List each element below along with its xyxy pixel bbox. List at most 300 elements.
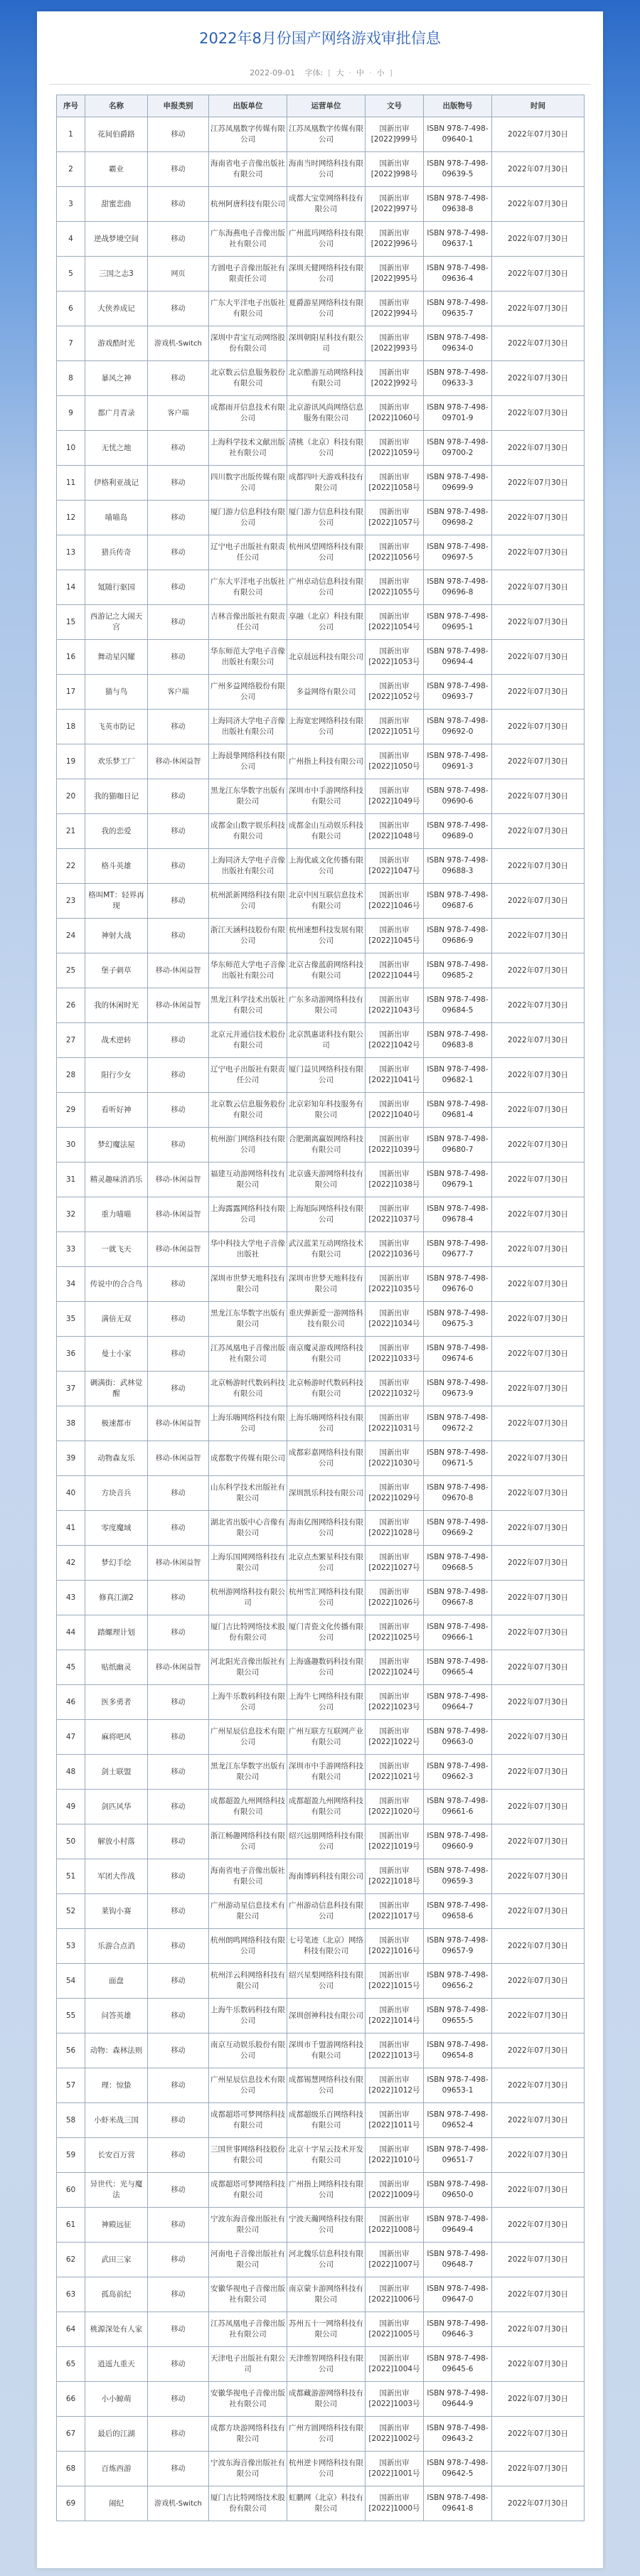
isbn: ISBN 978-7-498-09679-1 bbox=[424, 1163, 492, 1197]
operator: 成都超级乐百网络科技有限公司 bbox=[287, 2103, 366, 2138]
publisher: 上海乐国网网络科技有限公司 bbox=[209, 1546, 287, 1581]
category: 移动 bbox=[148, 1302, 209, 1337]
category: 移动 bbox=[148, 2452, 209, 2486]
isbn: ISBN 978-7-498-09696-8 bbox=[424, 570, 492, 605]
operator: 广州指上网络科技有限公司 bbox=[287, 2173, 366, 2208]
row-index: 8 bbox=[57, 361, 85, 396]
row-index: 14 bbox=[57, 570, 85, 605]
publisher: 海南省电子音像出版社有限公司 bbox=[209, 1859, 287, 1894]
operator: 广州方圆网络科技有限公司 bbox=[287, 2417, 366, 2452]
header-operator: 运营单位 bbox=[287, 95, 366, 117]
operator: 江苏凤凰数字传媒有限公司 bbox=[287, 117, 366, 152]
publisher: 成都金山数字娱乐科技有限公司 bbox=[209, 814, 287, 849]
row-index: 20 bbox=[57, 779, 85, 814]
row-index: 52 bbox=[57, 1894, 85, 1929]
game-name: 战术逆转 bbox=[85, 1023, 148, 1058]
category: 移动 bbox=[148, 187, 209, 222]
row-index: 35 bbox=[57, 1302, 85, 1337]
approval-number: 国新出审[2022]1053号 bbox=[366, 640, 424, 675]
table-row bbox=[57, 1999, 585, 2033]
table-row bbox=[57, 1824, 585, 1859]
isbn: ISBN 978-7-498-09661-6 bbox=[424, 1790, 492, 1824]
game-name: 方块音兵 bbox=[85, 1476, 148, 1511]
operator: 杭州逆卡网络科技有限公司 bbox=[287, 2452, 366, 2486]
isbn: ISBN 978-7-498-09677-7 bbox=[424, 1232, 492, 1267]
category: 移动 bbox=[148, 361, 209, 396]
table-row bbox=[57, 1058, 585, 1093]
operator: 广州指上科技有限公司 bbox=[287, 744, 366, 779]
header-approval-no: 文号 bbox=[366, 95, 424, 117]
category: 移动 bbox=[148, 2103, 209, 2138]
approval-number: 国新出审[2022]1013号 bbox=[366, 2033, 424, 2068]
approval-number: 国新出审[2022]1003号 bbox=[366, 2382, 424, 2417]
table-row bbox=[57, 1720, 585, 1755]
approval-number: 国新出审[2022]1016号 bbox=[366, 1929, 424, 1964]
operator: 广州卓动信息科技有限公司 bbox=[287, 570, 366, 605]
operator: 海南亿图网络科技有限公司 bbox=[287, 1511, 366, 1546]
game-name: 踏螺理计划 bbox=[85, 1615, 148, 1650]
table-row bbox=[57, 1441, 585, 1476]
approval-date: 2022年07月30日 bbox=[492, 2382, 585, 2417]
approval-date: 2022年07月30日 bbox=[492, 779, 585, 814]
category: 移动 bbox=[148, 2417, 209, 2452]
approval-number: 国新出审[2022]1030号 bbox=[366, 1441, 424, 1476]
publisher: 方圆电子音像出版社有限责任公司 bbox=[209, 257, 287, 292]
table-row bbox=[57, 1267, 585, 1302]
row-index: 45 bbox=[57, 1650, 85, 1685]
publisher: 厦门吉比特网络技术股份有限公司 bbox=[209, 2486, 287, 2521]
operator: 北京古像蓝蔚网络科技有限公司 bbox=[287, 953, 366, 988]
category: 客户端 bbox=[148, 396, 209, 431]
approval-number: 国新出审[2022]1034号 bbox=[366, 1302, 424, 1337]
publisher: 江苏凤凰电子音像出版社有限公司 bbox=[209, 1337, 287, 1372]
category: 移动 bbox=[148, 2277, 209, 2312]
approval-number: 国新出审[2022]1025号 bbox=[366, 1615, 424, 1650]
approval-date: 2022年07月30日 bbox=[492, 1964, 585, 1999]
operator: 深圳朝阳星科技有限公司 bbox=[287, 326, 366, 361]
approval-number: 国新出审[2022]1002号 bbox=[366, 2417, 424, 2452]
isbn: ISBN 978-7-498-09680-7 bbox=[424, 1128, 492, 1163]
approval-date: 2022年07月30日 bbox=[492, 814, 585, 849]
row-index: 69 bbox=[57, 2486, 85, 2521]
row-index: 17 bbox=[57, 675, 85, 710]
publisher: 浙江天涵科技股份有限公司 bbox=[209, 919, 287, 953]
operator: 重庆弹新爱一游网络科技有限公司 bbox=[287, 1302, 366, 1337]
approval-date: 2022年07月30日 bbox=[492, 1929, 585, 1964]
header-name: 名称 bbox=[85, 95, 148, 117]
publisher: 广州星辰信息技术有限公司 bbox=[209, 2068, 287, 2103]
row-index: 4 bbox=[57, 222, 85, 257]
table-row bbox=[57, 675, 585, 710]
table-row bbox=[57, 2417, 585, 2452]
isbn: ISBN 978-7-498-09664-7 bbox=[424, 1685, 492, 1720]
category: 移动 bbox=[148, 1023, 209, 1058]
game-name: 异世代：光与魔法 bbox=[85, 2173, 148, 2208]
approval-date: 2022年07月30日 bbox=[492, 1128, 585, 1163]
row-index: 3 bbox=[57, 187, 85, 222]
table-row bbox=[57, 466, 585, 501]
operator: 武汉蓝茉互动网络技术有限公司 bbox=[287, 1232, 366, 1267]
isbn: ISBN 978-7-498-09639-5 bbox=[424, 152, 492, 187]
approval-number: 国新出审[2022]1048号 bbox=[366, 814, 424, 849]
category: 移动 bbox=[148, 2173, 209, 2208]
table-row bbox=[57, 396, 585, 431]
operator: 深圳市千盟游网络科技有限公司 bbox=[287, 2033, 366, 2068]
operator: 北京凯惠诺科技有限公司 bbox=[287, 1023, 366, 1058]
publisher: 成都超塔可梦网络科技有限公司 bbox=[209, 2173, 287, 2208]
isbn: ISBN 978-7-498-09668-5 bbox=[424, 1546, 492, 1581]
approval-date: 2022年07月30日 bbox=[492, 1999, 585, 2033]
approval-date: 2022年07月30日 bbox=[492, 396, 585, 431]
publisher: 黑龙江东华数字出版有限公司 bbox=[209, 1302, 287, 1337]
approval-date: 2022年07月30日 bbox=[492, 2068, 585, 2103]
publisher: 南京互动娱乐股份有限公司 bbox=[209, 2033, 287, 2068]
isbn: ISBN 978-7-498-09698-2 bbox=[424, 501, 492, 535]
header-publisher: 出版单位 bbox=[209, 95, 287, 117]
game-name: 莱钩小赛 bbox=[85, 1894, 148, 1929]
row-index: 62 bbox=[57, 2243, 85, 2277]
publisher: 上海露露网络科技有限公司 bbox=[209, 1197, 287, 1232]
game-name: 碉满街：武林觉醒 bbox=[85, 1372, 148, 1406]
game-name: 花间伯爵路 bbox=[85, 117, 148, 152]
isbn: ISBN 978-7-498-09673-9 bbox=[424, 1372, 492, 1406]
game-name: 贴纸幽灵 bbox=[85, 1650, 148, 1685]
operator: 成都藏游游网络科技有限公司 bbox=[287, 2382, 366, 2417]
row-index: 61 bbox=[57, 2208, 85, 2243]
isbn: ISBN 978-7-498-09674-6 bbox=[424, 1337, 492, 1372]
font-size-label: 字体: bbox=[304, 68, 324, 78]
approval-number: 国新出审[2022]1042号 bbox=[366, 1023, 424, 1058]
publisher: 杭州派新网络科技有限公司 bbox=[209, 884, 287, 919]
game-name: 看听好神 bbox=[85, 1093, 148, 1128]
game-name: 一就飞天 bbox=[85, 1232, 148, 1267]
row-index: 2 bbox=[57, 152, 85, 187]
approval-date: 2022年07月30日 bbox=[492, 2347, 585, 2382]
isbn: ISBN 978-7-498-09689-0 bbox=[424, 814, 492, 849]
approval-date: 2022年07月30日 bbox=[492, 1476, 585, 1511]
game-name: 阳行少女 bbox=[85, 1058, 148, 1093]
row-index: 55 bbox=[57, 1999, 85, 2033]
approval-number: 国新出审[2022]1011号 bbox=[366, 2103, 424, 2138]
game-name: 百炼西游 bbox=[85, 2452, 148, 2486]
approval-number: 国新出审[2022]1046号 bbox=[366, 884, 424, 919]
operator: 清桃（北京）科技有限公司 bbox=[287, 431, 366, 466]
game-name: 重力喵喵 bbox=[85, 1197, 148, 1232]
game-name: 飞英市防记 bbox=[85, 710, 148, 744]
game-name: 我的猫咖日记 bbox=[85, 779, 148, 814]
table-row bbox=[57, 1197, 585, 1232]
publisher: 北京元并通信技术股份有限公司 bbox=[209, 1023, 287, 1058]
approval-number: 国新出审[2022]1047号 bbox=[366, 849, 424, 884]
approval-number: 国新出审[2022]1009号 bbox=[366, 2173, 424, 2208]
row-index: 37 bbox=[57, 1372, 85, 1406]
row-index: 63 bbox=[57, 2277, 85, 2312]
operator: 成都大宝堂网络科技有限公司 bbox=[287, 187, 366, 222]
approval-number: 国新出审[2022]1008号 bbox=[366, 2208, 424, 2243]
font-size-large[interactable]: 大 bbox=[336, 68, 344, 78]
table-row bbox=[57, 2208, 585, 2243]
row-index: 25 bbox=[57, 953, 85, 988]
font-size-medium[interactable]: 中 bbox=[356, 68, 365, 78]
font-size-small[interactable]: 小 bbox=[376, 68, 385, 78]
approval-table bbox=[56, 95, 585, 2521]
game-name: 理：惊蛰 bbox=[85, 2068, 148, 2103]
game-name: 无忧之地 bbox=[85, 431, 148, 466]
table-row bbox=[57, 1859, 585, 1894]
category: 移动-休闲益智 bbox=[148, 1546, 209, 1581]
isbn: ISBN 978-7-498-09653-1 bbox=[424, 2068, 492, 2103]
approval-number: 国新出审[2022]1017号 bbox=[366, 1894, 424, 1929]
approval-number: 国新出审[2022]1057号 bbox=[366, 501, 424, 535]
row-index: 16 bbox=[57, 640, 85, 675]
publisher: 河北阳光音像出版社有限公司 bbox=[209, 1650, 287, 1685]
category: 移动 bbox=[148, 2382, 209, 2417]
operator: 多益网络有限公司 bbox=[287, 675, 366, 710]
publisher: 杭州朗鸣网络科技有限公司 bbox=[209, 1929, 287, 1964]
approval-number: 国新出审[2022]1050号 bbox=[366, 744, 424, 779]
row-index: 27 bbox=[57, 1023, 85, 1058]
table-row bbox=[57, 1302, 585, 1337]
game-name: 零度魔域 bbox=[85, 1511, 148, 1546]
isbn: ISBN 978-7-498-09690-6 bbox=[424, 779, 492, 814]
publisher: 辽宁电子出版社有限责任公司 bbox=[209, 1058, 287, 1093]
approval-date: 2022年07月30日 bbox=[492, 1511, 585, 1546]
approval-number: 国新出审[2022]1036号 bbox=[366, 1232, 424, 1267]
game-name: 动物：森林法则 bbox=[85, 2033, 148, 2068]
table-row bbox=[57, 2033, 585, 2068]
approval-number: 国新出审[2022]1060号 bbox=[366, 396, 424, 431]
category: 移动 bbox=[148, 1093, 209, 1128]
isbn: ISBN 978-7-498-09646-3 bbox=[424, 2312, 492, 2347]
approval-date: 2022年07月30日 bbox=[492, 535, 585, 570]
category: 移动 bbox=[148, 1964, 209, 1999]
operator: 北京游讯风尚网络信息服务有限公司 bbox=[287, 396, 366, 431]
approval-date: 2022年07月30日 bbox=[492, 1720, 585, 1755]
approval-date: 2022年07月30日 bbox=[492, 2486, 585, 2521]
approval-number: 国新出审[2022]994号 bbox=[366, 292, 424, 326]
approval-date: 2022年07月30日 bbox=[492, 257, 585, 292]
approval-date: 2022年07月30日 bbox=[492, 1685, 585, 1720]
category: 移动 bbox=[148, 2208, 209, 2243]
approval-number: 国新出审[2022]995号 bbox=[366, 257, 424, 292]
row-index: 6 bbox=[57, 292, 85, 326]
operator: 北京酷游互动网络科技有限公司 bbox=[287, 361, 366, 396]
row-index: 50 bbox=[57, 1824, 85, 1859]
approval-date: 2022年07月30日 bbox=[492, 466, 585, 501]
table-row bbox=[57, 605, 585, 640]
publisher: 浙江畅趣网络科技有限公司 bbox=[209, 1824, 287, 1859]
game-name: 游戏酷时光 bbox=[85, 326, 148, 361]
approval-date: 2022年07月30日 bbox=[492, 1023, 585, 1058]
operator: 海南博码科技有限公司 bbox=[287, 1859, 366, 1894]
category: 移动 bbox=[148, 1615, 209, 1650]
approval-date: 2022年07月30日 bbox=[492, 1337, 585, 1372]
game-name: 暴风之神 bbox=[85, 361, 148, 396]
row-index: 64 bbox=[57, 2312, 85, 2347]
operator: 成都彩嘉网络科技有限公司 bbox=[287, 1441, 366, 1476]
isbn: ISBN 978-7-498-09665-4 bbox=[424, 1650, 492, 1685]
isbn: ISBN 978-7-498-09669-2 bbox=[424, 1511, 492, 1546]
approval-number: 国新出审[2022]1026号 bbox=[366, 1581, 424, 1615]
operator: 宁波天瀚网络科技有限公司 bbox=[287, 2208, 366, 2243]
publisher: 杭州游门网络科技有限公司 bbox=[209, 1128, 287, 1163]
category: 移动 bbox=[148, 1824, 209, 1859]
publisher: 杭州游网络科技有限公司 bbox=[209, 1581, 287, 1615]
row-index: 1 bbox=[57, 117, 85, 152]
approval-number: 国新出审[2022]1023号 bbox=[366, 1685, 424, 1720]
game-name: 孤岛前纪 bbox=[85, 2277, 148, 2312]
isbn: ISBN 978-7-498-09655-5 bbox=[424, 1999, 492, 2033]
approval-date: 2022年07月30日 bbox=[492, 1546, 585, 1581]
isbn: ISBN 978-7-498-09640-1 bbox=[424, 117, 492, 152]
operator: 虹鹏网（北京）科技有限公司 bbox=[287, 2486, 366, 2521]
row-index: 7 bbox=[57, 326, 85, 361]
publisher: 广州多益网络股份有限公司 bbox=[209, 675, 287, 710]
publisher: 吉林音像出版社有限责任公司 bbox=[209, 605, 287, 640]
approval-date: 2022年07月30日 bbox=[492, 1650, 585, 1685]
approval-number: 国新出审[2022]1004号 bbox=[366, 2347, 424, 2382]
operator: 绍兴星梨网络科技有限公司 bbox=[287, 1964, 366, 1999]
approval-date: 2022年07月30日 bbox=[492, 2243, 585, 2277]
isbn: ISBN 978-7-498-09699-9 bbox=[424, 466, 492, 501]
category: 移动 bbox=[148, 535, 209, 570]
category: 移动 bbox=[148, 640, 209, 675]
isbn: ISBN 978-7-498-09686-9 bbox=[424, 919, 492, 953]
table-row bbox=[57, 1337, 585, 1372]
operator: 深圳市世梦天地科技有限公司 bbox=[287, 1267, 366, 1302]
row-index: 34 bbox=[57, 1267, 85, 1302]
category: 移动 bbox=[148, 1859, 209, 1894]
approval-date: 2022年07月30日 bbox=[492, 152, 585, 187]
publisher: 宁波东海音像出版社有限公司 bbox=[209, 2452, 287, 2486]
approval-number: 国新出审[2022]1040号 bbox=[366, 1093, 424, 1128]
game-name: 喵喵岛 bbox=[85, 501, 148, 535]
isbn: ISBN 978-7-498-09685-2 bbox=[424, 953, 492, 988]
publisher: 成都超塔可梦网络科技有限公司 bbox=[209, 2103, 287, 2138]
game-name: 霸业 bbox=[85, 152, 148, 187]
isbn: ISBN 978-7-498-09681-4 bbox=[424, 1093, 492, 1128]
row-index: 41 bbox=[57, 1511, 85, 1546]
category: 移动 bbox=[148, 292, 209, 326]
isbn: ISBN 978-7-498-09670-8 bbox=[424, 1476, 492, 1511]
approval-date: 2022年07月30日 bbox=[492, 501, 585, 535]
table-row bbox=[57, 2277, 585, 2312]
game-name: 欢乐梦工厂 bbox=[85, 744, 148, 779]
category: 移动 bbox=[148, 117, 209, 152]
table-row bbox=[57, 988, 585, 1023]
page-title: 2022年8月份国产网络游戏审批信息 bbox=[199, 30, 441, 47]
operator: 苏州五十一网络科技有限公司 bbox=[287, 2312, 366, 2347]
approval-date: 2022年07月30日 bbox=[492, 1267, 585, 1302]
publisher: 成都方块游网络科技有限公司 bbox=[209, 2417, 287, 2452]
operator: 广州互联方互联网产业有限公司 bbox=[287, 1720, 366, 1755]
publisher: 福建互动游网络科技有限公司 bbox=[209, 1163, 287, 1197]
approval-date: 2022年07月30日 bbox=[492, 1615, 585, 1650]
table-row bbox=[57, 640, 585, 675]
game-name: 医多勇者 bbox=[85, 1685, 148, 1720]
operator: 北京点杰繁星科技有限公司 bbox=[287, 1546, 366, 1581]
approval-date: 2022年07月30日 bbox=[492, 710, 585, 744]
category: 移动 bbox=[148, 1058, 209, 1093]
operator: 成都金山互动娱乐科技有限公司 bbox=[287, 814, 366, 849]
approval-date: 2022年07月30日 bbox=[492, 919, 585, 953]
game-name: 梦幻魔法屋 bbox=[85, 1128, 148, 1163]
isbn: ISBN 978-7-498-09656-2 bbox=[424, 1964, 492, 1999]
approval-date: 2022年07月30日 bbox=[492, 1163, 585, 1197]
table-row bbox=[57, 535, 585, 570]
approval-date: 2022年07月30日 bbox=[492, 1372, 585, 1406]
category: 移动 bbox=[148, 849, 209, 884]
approval-number: 国新出审[2022]1038号 bbox=[366, 1163, 424, 1197]
publisher: 上海晨挚网络科技有限公司 bbox=[209, 744, 287, 779]
operator: 北京十字星云技术开发有限公司 bbox=[287, 2138, 366, 2173]
approval-date: 2022年07月30日 bbox=[492, 1790, 585, 1824]
approval-number: 国新出审[2022]1043号 bbox=[366, 988, 424, 1023]
approval-number: 国新出审[2022]1000号 bbox=[366, 2486, 424, 2521]
category: 移动 bbox=[148, 1511, 209, 1546]
table-row bbox=[57, 431, 585, 466]
game-name: 猫与鸟 bbox=[85, 675, 148, 710]
table-row bbox=[57, 1372, 585, 1406]
approval-date: 2022年07月30日 bbox=[492, 988, 585, 1023]
publisher: 北京数云信息服务股份有限公司 bbox=[209, 1093, 287, 1128]
approval-date: 2022年07月30日 bbox=[492, 1894, 585, 1929]
operator: 北京盛天游网络科技有限公司 bbox=[287, 1163, 366, 1197]
publisher: 海南省电子音像出版社有限公司 bbox=[209, 152, 287, 187]
approval-number: 国新出审[2022]1010号 bbox=[366, 2138, 424, 2173]
table-row bbox=[57, 1650, 585, 1685]
category: 移动-休闲益智 bbox=[148, 988, 209, 1023]
game-name: 格叫MT：轻界再现 bbox=[85, 884, 148, 919]
category: 移动-休闲益智 bbox=[148, 1406, 209, 1441]
approval-date: 2022年07月30日 bbox=[492, 117, 585, 152]
table-row bbox=[57, 292, 585, 326]
category: 移动 bbox=[148, 1929, 209, 1964]
isbn: ISBN 978-7-498-09688-3 bbox=[424, 849, 492, 884]
category: 移动 bbox=[148, 779, 209, 814]
table-row bbox=[57, 744, 585, 779]
category: 移动 bbox=[148, 710, 209, 744]
operator: 深圳天健网络科技有限公司 bbox=[287, 257, 366, 292]
approval-date: 2022年07月30日 bbox=[492, 292, 585, 326]
approval-date: 2022年07月30日 bbox=[492, 2452, 585, 2486]
publisher: 黑龙江科学技术出版社有限公司 bbox=[209, 988, 287, 1023]
isbn: ISBN 978-7-498-09651-7 bbox=[424, 2138, 492, 2173]
row-index: 48 bbox=[57, 1755, 85, 1790]
table-row bbox=[57, 326, 585, 361]
row-index: 51 bbox=[57, 1859, 85, 1894]
isbn: ISBN 978-7-498-09652-4 bbox=[424, 2103, 492, 2138]
approval-date: 2022年07月30日 bbox=[492, 1302, 585, 1337]
category: 移动 bbox=[148, 1755, 209, 1790]
game-name: 修真江湖2 bbox=[85, 1581, 148, 1615]
row-index: 18 bbox=[57, 710, 85, 744]
operator: 河北魏乐信息科技有限公司 bbox=[287, 2243, 366, 2277]
table-row bbox=[57, 2312, 585, 2347]
table-header-row bbox=[57, 95, 585, 117]
table-row bbox=[57, 2486, 585, 2521]
table-row bbox=[57, 2173, 585, 2208]
publisher: 辽宁电子出版社有限责任公司 bbox=[209, 535, 287, 570]
publisher: 江苏凤凰数字传媒有限公司 bbox=[209, 117, 287, 152]
publisher: 上海科学技术文献出版社有限公司 bbox=[209, 431, 287, 466]
isbn: ISBN 978-7-498-09648-7 bbox=[424, 2243, 492, 2277]
approval-number: 国新出审[2022]1041号 bbox=[366, 1058, 424, 1093]
approval-number: 国新出审[2022]1012号 bbox=[366, 2068, 424, 2103]
category: 移动-休闲益智 bbox=[148, 744, 209, 779]
approval-number: 国新出审[2022]1045号 bbox=[366, 919, 424, 953]
isbn: ISBN 978-7-498-09660-9 bbox=[424, 1824, 492, 1859]
